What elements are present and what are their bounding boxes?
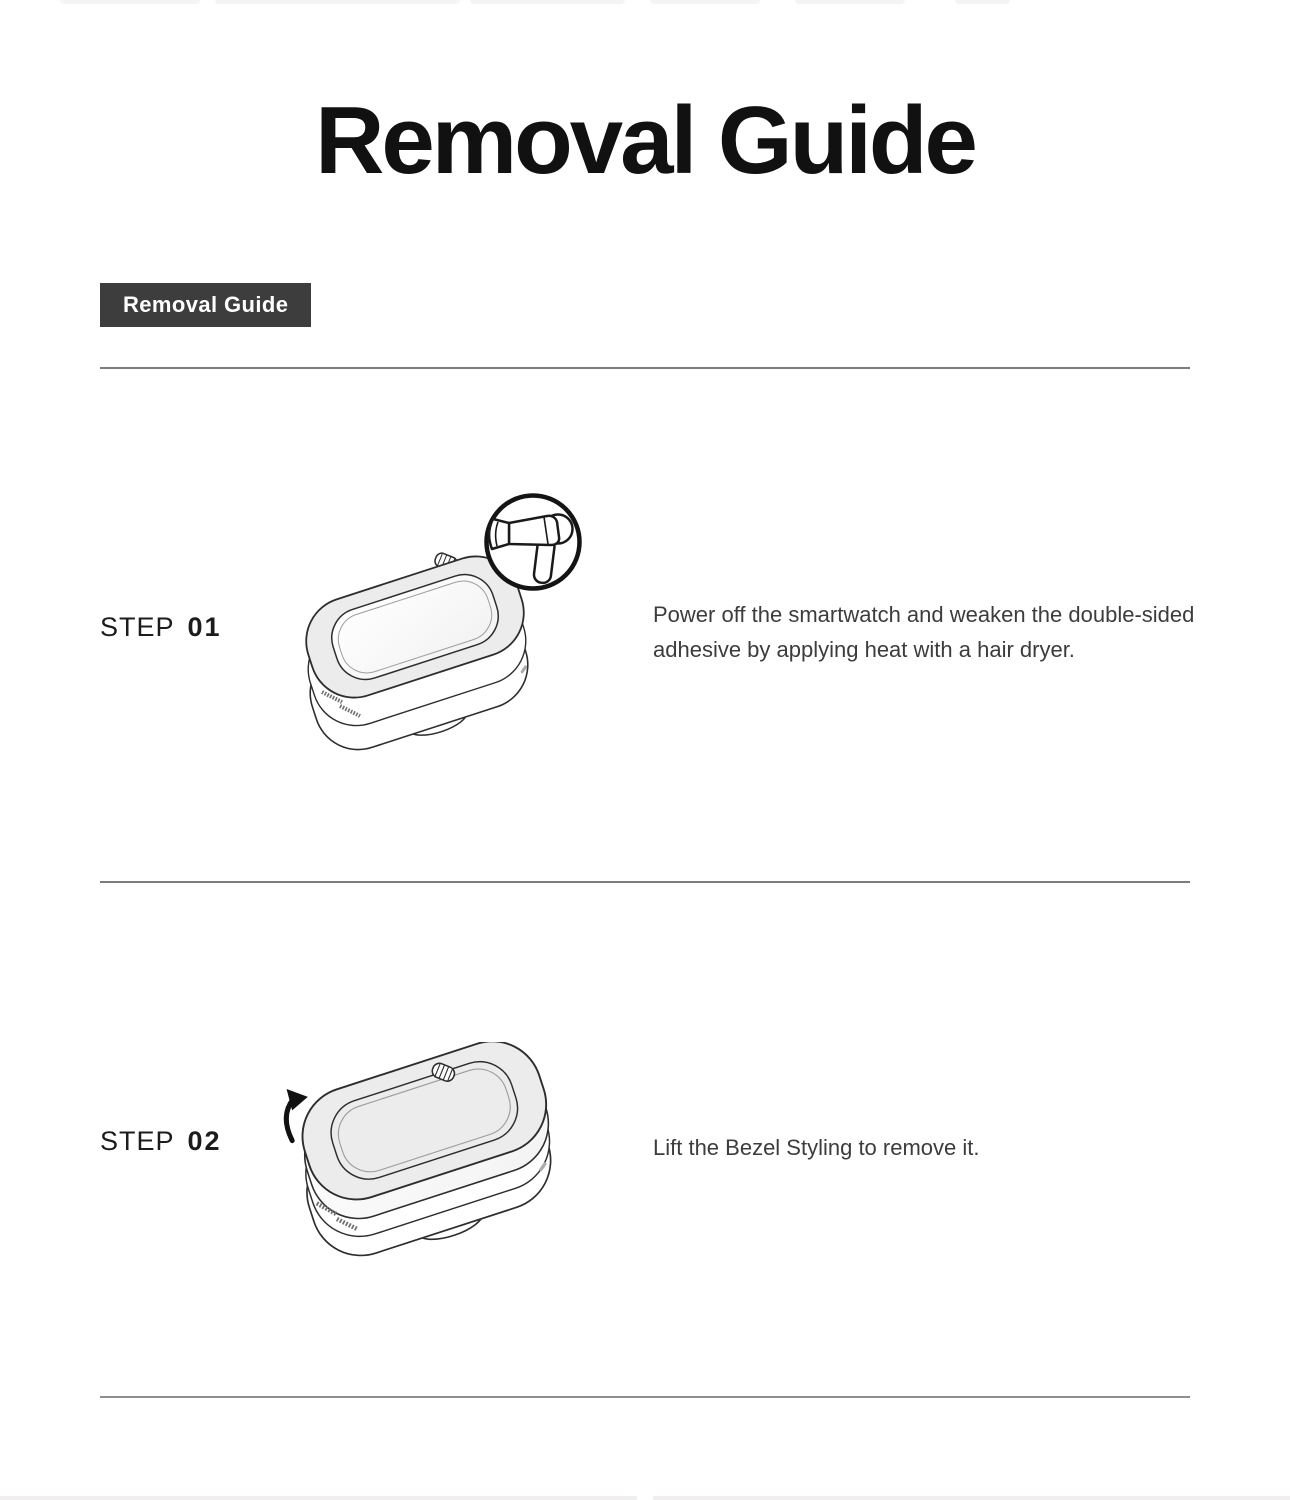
- step-word: STEP: [100, 1126, 175, 1156]
- step-number: 02: [187, 1126, 222, 1156]
- page-title: Removal Guide: [315, 87, 975, 194]
- step-1-description: Power off the smartwatch and weaken the double-sided adhesive by applying heat with a hair dryer.: [653, 602, 1195, 662]
- divider: [100, 881, 1190, 883]
- step-2-illustration: [272, 1042, 592, 1264]
- step-2-description: Lift the Bezel Styling to remove it.: [653, 1135, 980, 1160]
- step-1-label: [100, 612, 222, 643]
- step-word: STEP: [100, 612, 175, 642]
- page-top-artifact: [0, 0, 1290, 5]
- page-bottom-artifact: [0, 1496, 637, 1500]
- divider: [100, 1396, 1190, 1398]
- step-1-illustration: [278, 478, 600, 760]
- section-badge: Removal Guide: [100, 283, 311, 327]
- smartwatch-icon: [290, 1042, 566, 1264]
- divider: [100, 367, 1190, 369]
- step-2-label: [100, 1126, 222, 1157]
- smartwatch-bezel-lift-icon: [272, 1042, 592, 1264]
- smartwatch-with-hair-dryer-icon: [278, 478, 600, 760]
- hair-dryer-icon: [487, 496, 580, 589]
- page-bottom-artifact: [653, 1496, 1290, 1500]
- step-number: 01: [187, 612, 222, 642]
